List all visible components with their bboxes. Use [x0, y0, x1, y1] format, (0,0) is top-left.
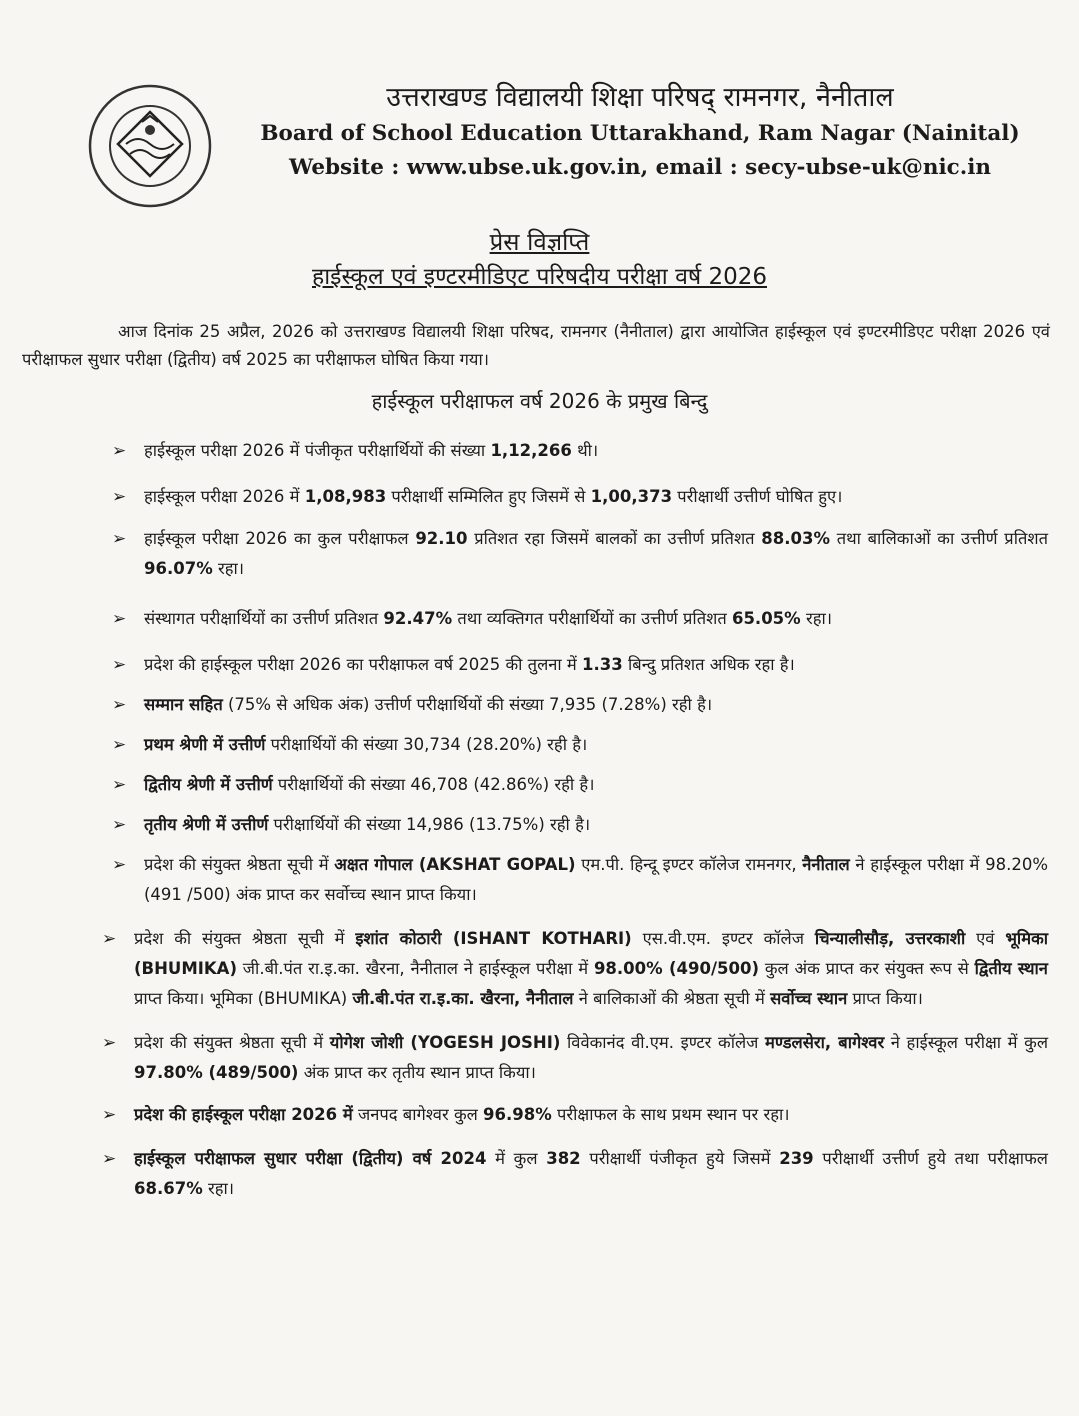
key-point — [108, 810, 1048, 840]
arrow-bullet-icon: ➢ — [102, 1149, 117, 1169]
key-points-list — [102, 436, 1049, 1204]
key-point-text: परीक्षार्थी सम्मिलित हुए जिसमें से — [386, 487, 591, 506]
key-point-text: (75% से अधिक अंक) उत्तीर्ण परीक्षार्थियों की संख्या 7,935 (7.28%) रही है। — [222, 695, 713, 714]
key-point — [108, 436, 1048, 466]
press-release-label: प्रेस विज्ञप्ति — [489, 228, 590, 256]
key-point-text: प्रदेश की संयुक्त श्रेष्ठता सूची में — [134, 1033, 330, 1052]
key-point-text: एस.वी.एम. इण्टर कॉलेज — [631, 929, 815, 948]
key-point-highlight: तृतीय श्रेणी में उत्तीर्ण — [144, 815, 269, 834]
key-point-text: रहा। — [800, 609, 832, 628]
key-point-text: एवं — [965, 929, 1006, 948]
key-point-highlight: 98.00% (490/500) — [593, 959, 759, 978]
board-seal-logo — [86, 82, 214, 210]
key-point-text: ने हाईस्कूल परीक्षा में कुल — [884, 1033, 1049, 1052]
key-point-highlight: द्वितीय श्रेणी में उत्तीर्ण — [144, 775, 273, 794]
key-point — [108, 730, 1048, 760]
key-point-text: अंक प्राप्त कर तृतीय स्थान प्राप्त किया। — [298, 1063, 536, 1082]
key-point-text: प्रतिशत रहा जिसमें बालकों का उत्तीर्ण प्रतिशत — [467, 529, 762, 548]
key-point-text: ने बालिकाओं की श्रेष्ठता सूची में — [573, 989, 771, 1008]
key-point-text: तथा बालिकाओं का उत्तीर्ण प्रतिशत — [830, 529, 1048, 548]
key-point — [108, 690, 1048, 720]
key-point-highlight: 239 — [779, 1149, 814, 1168]
key-point-text: में कुल — [486, 1149, 547, 1168]
key-point-text: संस्थागत परीक्षार्थियों का उत्तीर्ण प्रतिशत — [144, 609, 384, 628]
key-point-highlight: 1,12,266 — [490, 441, 572, 460]
arrow-bullet-icon: ➢ — [102, 929, 117, 949]
arrow-bullet-icon: ➢ — [112, 735, 127, 755]
key-point-highlight: द्वितीय स्थान — [974, 959, 1048, 978]
board-name-english: Board of School Education Uttarakhand, Ram Nagar (Nainital) — [260, 121, 1020, 146]
key-point-text: हाईस्कूल परीक्षा 2026 में — [144, 487, 305, 506]
key-point-text: जी.बी.पंत रा.इ.का. खैरना, नैनीताल ने हाईस्कूल परीक्षा में — [236, 959, 594, 978]
section-title: हाईस्कूल परीक्षाफल वर्ष 2026 के प्रमुख बिन्दु — [371, 389, 708, 413]
key-point-text: रहा। — [202, 1179, 235, 1198]
board-name-hindi: उत्तराखण्ड विद्यालयी शिक्षा परिषद् रामनगर, नैनीताल — [386, 82, 894, 113]
key-point-highlight: 96.07% — [144, 559, 213, 578]
key-point-highlight: सर्वोच्च स्थान — [770, 989, 848, 1008]
key-point-highlight: 68.67% — [134, 1179, 203, 1198]
key-point-highlight: सम्मान सहित — [144, 695, 223, 714]
key-point-highlight: 96.98% — [483, 1105, 552, 1124]
key-point-text: रहा। — [212, 559, 245, 578]
key-point-highlight: 92.47% — [383, 609, 453, 628]
key-point — [98, 1028, 1048, 1088]
key-point-text: ने हाईस्कूल परीक्षा में 98.20% (491 /500) अंक प्राप्त कर सर्वोच्च स्थान प्राप्त किया। — [144, 855, 1049, 904]
key-point-highlight: 88.03% — [761, 529, 831, 548]
key-point-text: परीक्षार्थियों की संख्या 30,734 (28.20%) रही है। — [265, 735, 588, 754]
arrow-bullet-icon: ➢ — [112, 487, 127, 507]
key-point — [98, 924, 1048, 1014]
press-release-subject: हाईस्कूल एवं इण्टरमीडिएट परिषदीय परीक्षा वर्ष 2026 — [311, 264, 767, 290]
key-point — [108, 482, 1048, 512]
key-point-text: परीक्षार्थियों की संख्या 46,708 (42.86%) रही है। — [272, 775, 595, 794]
key-point — [108, 850, 1048, 910]
press-heading — [0, 226, 1079, 294]
key-point-text: हाईस्कूल परीक्षा 2026 का कुल परीक्षाफल — [144, 529, 416, 548]
key-point-text: परीक्षार्थी पंजीकृत हुये जिसमें — [580, 1149, 780, 1168]
key-point-text: प्रदेश की संयुक्त श्रेष्ठता सूची में — [134, 929, 356, 948]
key-point-highlight: प्रदेश की हाईस्कूल परीक्षा 2026 में — [134, 1105, 353, 1124]
key-point-highlight: 97.80% (489/500) — [134, 1063, 299, 1082]
key-point-text: बिन्दु प्रतिशत अधिक रहा है। — [622, 655, 795, 674]
key-point-highlight: नैनीताल — [802, 855, 850, 874]
key-point-highlight: 1,08,983 — [304, 487, 387, 506]
arrow-bullet-icon: ➢ — [112, 655, 127, 675]
key-point-highlight: इशांत कोठारी (ISHANT KOTHARI) — [355, 929, 632, 948]
key-point-text: प्राप्त किया। — [847, 989, 923, 1008]
key-point-highlight: 92.10 — [415, 529, 468, 548]
key-point-highlight: 1,00,373 — [590, 487, 673, 506]
arrow-bullet-icon: ➢ — [112, 441, 127, 461]
key-point-highlight: मण्डलसेरा, बागेश्वर — [765, 1033, 885, 1052]
arrow-bullet-icon: ➢ — [102, 1105, 117, 1125]
key-point-text: विवेकानंद वी.एम. इण्टर कॉलेज — [560, 1033, 766, 1052]
key-point-text: जनपद बागेश्वर कुल — [352, 1105, 484, 1124]
arrow-bullet-icon: ➢ — [112, 695, 127, 715]
key-point-highlight: चिन्यालीसौड़, उत्तरकाशी — [814, 929, 966, 948]
key-point — [108, 604, 1048, 634]
key-point-text: तथा व्यक्तिगत परीक्षार्थियों का उत्तीर्ण प्रतिशत — [452, 609, 732, 628]
arrow-bullet-icon: ➢ — [112, 815, 127, 835]
key-point-text: प्रदेश की संयुक्त श्रेष्ठता सूची में — [144, 855, 335, 874]
key-point-highlight: 65.05% — [731, 609, 801, 628]
key-point-highlight: हाईस्कूल परीक्षाफल सुधार परीक्षा (द्वितीय) वर्ष 2024 — [134, 1149, 487, 1168]
website-email-line: Website : www.ubse.uk.gov.in, email : secy-ubse-uk@nic.in — [288, 155, 992, 180]
key-point-highlight: प्रथम श्रेणी में उत्तीर्ण — [144, 735, 266, 754]
key-point-text: परीक्षार्थी उत्तीर्ण हुये तथा परीक्षाफल — [813, 1149, 1048, 1168]
arrow-bullet-icon: ➢ — [112, 775, 127, 795]
key-point — [108, 770, 1048, 800]
arrow-bullet-icon: ➢ — [112, 855, 127, 875]
key-point-text: थी। — [571, 441, 599, 460]
key-point-highlight: जी.बी.पंत रा.इ.का. खैरना, नैनीताल — [352, 989, 574, 1008]
key-point — [108, 650, 1048, 680]
arrow-bullet-icon: ➢ — [112, 529, 127, 549]
key-point-highlight: 382 — [546, 1149, 581, 1168]
key-point — [98, 1144, 1048, 1204]
key-point-text: कुल अंक प्राप्त कर संयुक्त रूप से — [759, 959, 975, 978]
intro-paragraph: आज दिनांक 25 अप्रैल, 2026 को उत्तराखण्ड विद्यालयी शिक्षा परिषद, रामनगर (नैनीताल) द्वारा आयोजित हाईस्कूल एवं इण्टरमीडिएट परीक्षा 2026 एवं परीक्षाफल सुधार परीक्षा (द्वितीय) वर्ष 2025 का परीक्षाफल घोषित किया गया। — [22, 322, 1050, 369]
key-point-text: परीक्षार्थियों की संख्या 14,986 (13.75%) रही है। — [268, 815, 591, 834]
letterhead — [240, 80, 1040, 184]
arrow-bullet-icon: ➢ — [112, 609, 127, 629]
key-point-text: प्रदेश की हाईस्कूल परीक्षा 2026 का परीक्षाफल वर्ष 2025 की तुलना में — [144, 655, 583, 674]
key-point-highlight: योगेश जोशी (YOGESH JOSHI) — [329, 1033, 561, 1052]
key-point-text: परीक्षार्थी उत्तीर्ण घोषित हुए। — [672, 487, 843, 506]
key-point-text: एम.पी. हिन्दू इण्टर कॉलेज रामनगर, — [575, 855, 803, 874]
key-point-highlight: 1.33 — [582, 655, 623, 674]
key-point-highlight: अक्षत गोपाल (AKSHAT GOPAL) — [334, 855, 576, 874]
key-point-text: प्राप्त किया। भूमिका (BHUMIKA) — [134, 989, 353, 1008]
key-point-text: हाईस्कूल परीक्षा 2026 में पंजीकृत परीक्षार्थियों की संख्या — [144, 441, 491, 460]
key-point-text: परीक्षाफल के साथ प्रथम स्थान पर रहा। — [551, 1105, 790, 1124]
key-point — [108, 524, 1048, 584]
key-point-highlight: भूमिका (BHUMIKA) — [134, 929, 1049, 978]
arrow-bullet-icon: ➢ — [102, 1033, 117, 1053]
key-point — [98, 1100, 1048, 1130]
